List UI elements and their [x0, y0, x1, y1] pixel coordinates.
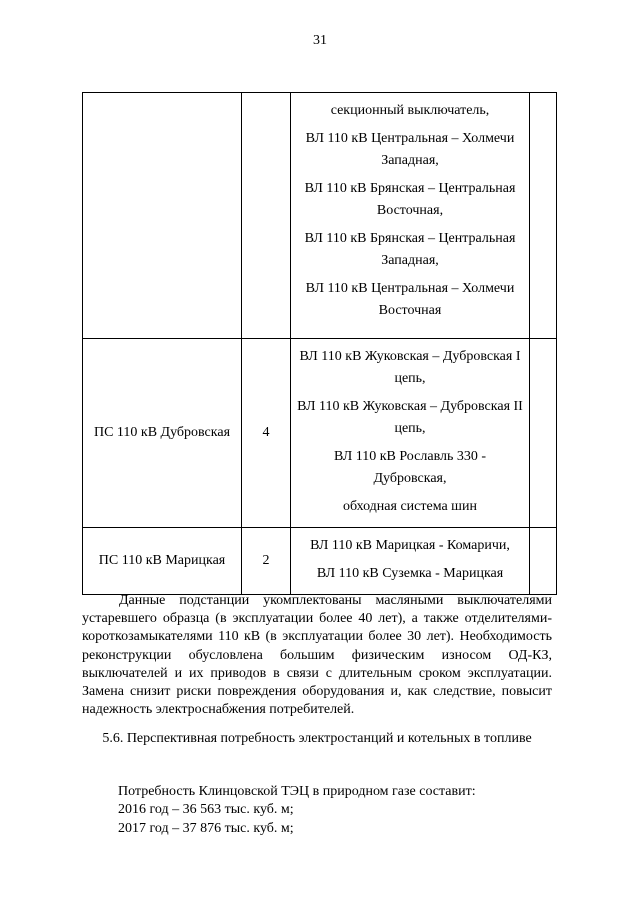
count-cell: 2 — [242, 528, 291, 595]
line-item: ВЛ 110 кВ Марицкая - Комаричи, — [310, 538, 510, 553]
lines-cell — [291, 339, 530, 528]
body-paragraph: Данные подстанции укомплектованы масляными выключателями устаревшего образца (в эксплуатации более 40 лет), а также отделителями-короткозамыкателями 110 кВ (в эксплуатации более 30 лет). Необходимость реконструкции обусловлена большим физическим износом ОД-КЗ, выключателей и их приводов в связи с длительным сроком эксплуатации. Замена снизит риски повреждения оборудования и, как следствие, повысит надежность электроснабжения потребителей. — [82, 593, 552, 718]
empty-cell — [530, 528, 557, 595]
line-item: ВЛ 110 кВ Жуковская – Дубровская I цепь, — [299, 349, 521, 386]
line-item: секционный выключатель, — [330, 103, 490, 118]
count-cell — [242, 93, 291, 339]
substation-cell: ПС 110 кВ Дубровская — [83, 339, 242, 528]
line-item: ВЛ 110 кВ Суземка - Марицкая — [316, 566, 504, 581]
empty-cell — [530, 93, 557, 339]
line-item: ВЛ 110 кВ Центральная – Холмечи Восточная — [305, 281, 515, 318]
line-item: ВЛ 110 кВ Центральная – Холмечи Западная, — [305, 131, 515, 168]
line-item: ВЛ 110 кВ Брянская – Центральная Восточная, — [304, 181, 516, 218]
substation-cell — [83, 93, 242, 339]
table-row — [83, 339, 557, 528]
table-row — [83, 93, 557, 339]
line-item: ВЛ 110 кВ Брянская – Центральная Западная, — [304, 231, 516, 268]
substation-cell: ПС 110 кВ Марицкая — [83, 528, 242, 595]
section-heading: 5.6. Перспективная потребность электростанций и котельных в топливе — [102, 731, 532, 746]
line-item: обходная система шин — [343, 499, 477, 514]
line-item: ВЛ 110 кВ Жуковская – Дубровская II цепь, — [297, 399, 523, 436]
page-number: 31 — [313, 33, 327, 48]
substation-table — [82, 92, 557, 595]
lines-cell — [291, 528, 530, 595]
count-cell: 4 — [242, 339, 291, 528]
empty-cell — [530, 339, 557, 528]
gas-consumption — [118, 783, 548, 838]
consumption-intro: Потребность Клинцовской ТЭЦ в природном газе составит: — [118, 784, 476, 799]
consumption-line: 2016 год – 36 563 тыс. куб. м; — [118, 802, 294, 818]
lines-cell — [291, 93, 530, 339]
line-item: ВЛ 110 кВ Рославль 330 - Дубровская, — [333, 449, 487, 486]
consumption-line: 2017 год – 37 876 тыс. куб. м; — [118, 820, 294, 836]
table-row — [83, 528, 557, 595]
